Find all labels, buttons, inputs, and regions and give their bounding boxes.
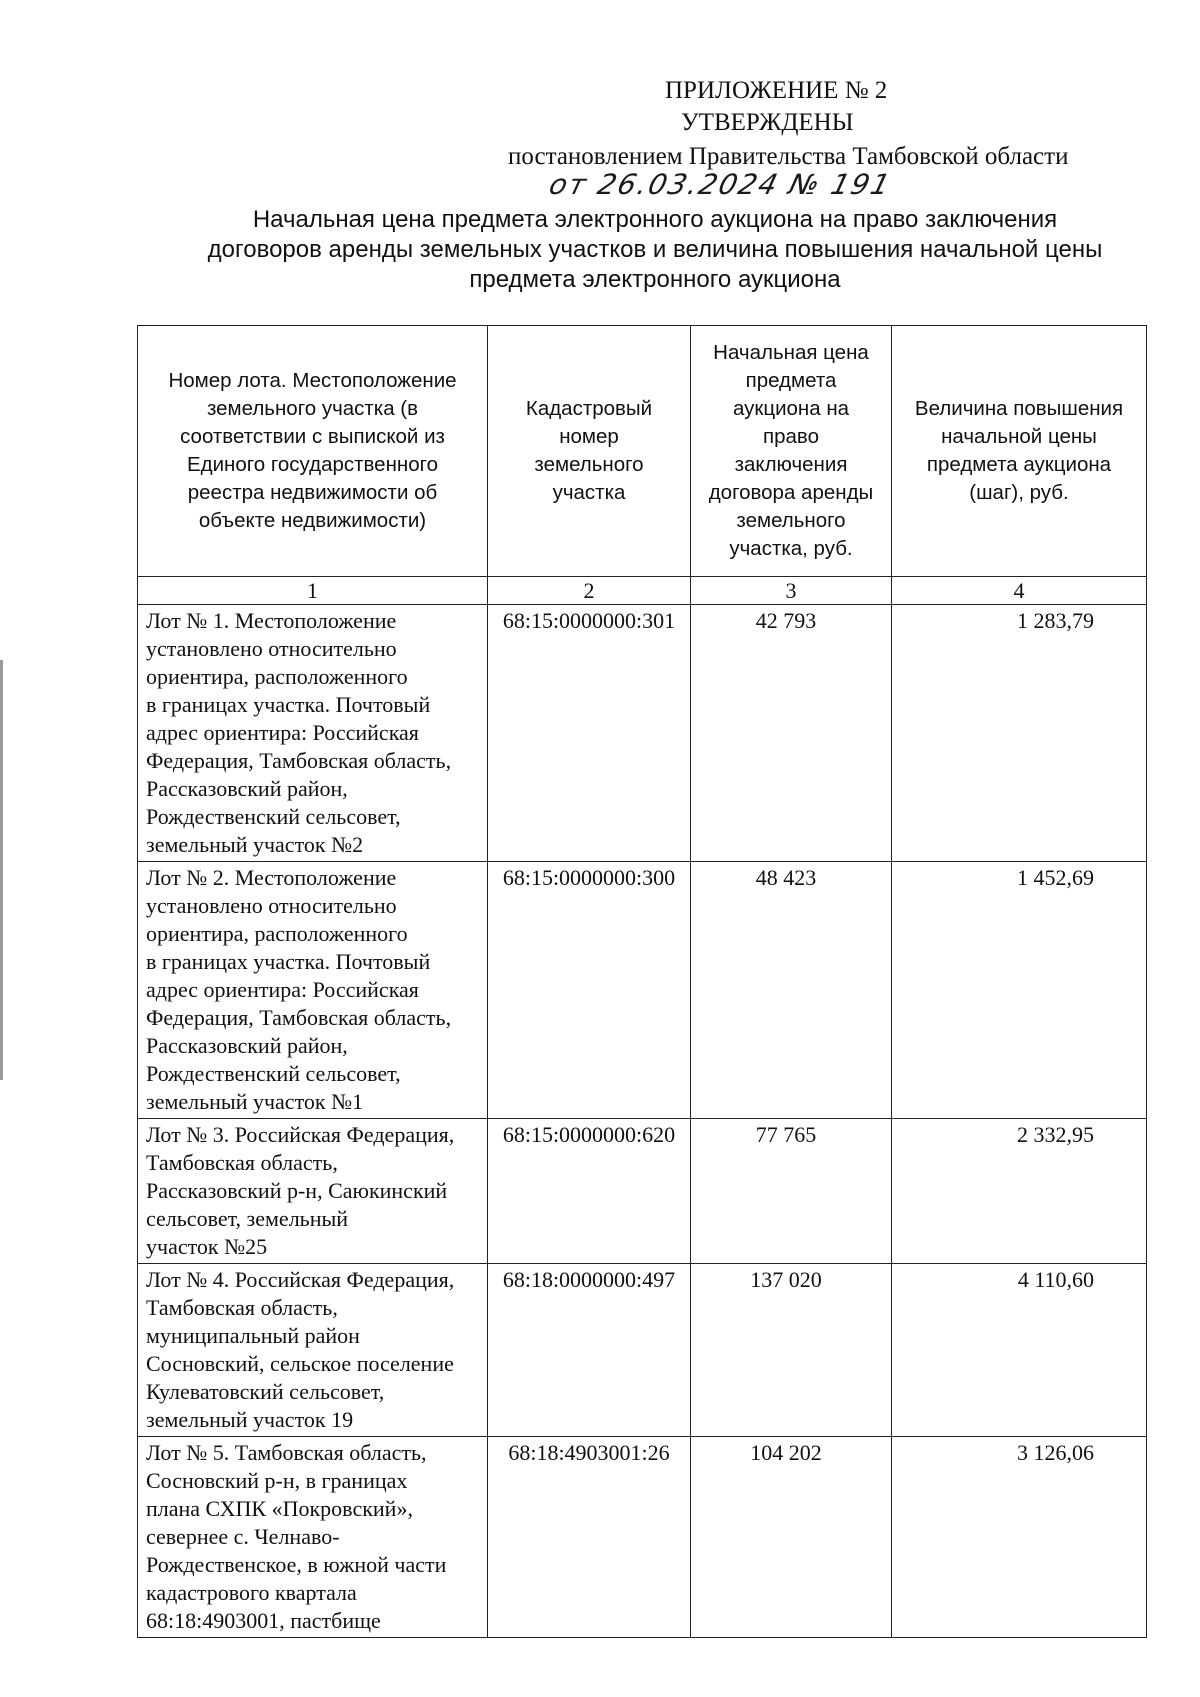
location-line: установлено относительно (146, 636, 397, 661)
location-line: плана СХПК «Покровский», (146, 1496, 413, 1521)
header-step: Величина повышения начальной цены предмета аукциона (шаг), руб. (892, 326, 1147, 577)
location-line: в границах участка. Почтовый (146, 949, 431, 974)
location-line: адрес ориентира: Российская (146, 720, 419, 745)
lot-location (138, 1264, 488, 1437)
price-step: 1 452,69 (892, 862, 1147, 1119)
title-line: договоров аренды земельных участков и величина повышения начальной цены (207, 236, 1103, 263)
lot-location (138, 862, 488, 1119)
location-line: Лот № 1. Местоположение (146, 608, 397, 633)
title-line: предмета электронного аукциона (469, 266, 841, 293)
table-row (138, 862, 1147, 1119)
initial-price: 137 020 (691, 1264, 892, 1437)
location-line: установлено относительно (146, 893, 397, 918)
lot-location (138, 1437, 488, 1638)
location-line: участок №25 (146, 1234, 268, 1259)
location-line: сельсовет, земельный (146, 1206, 349, 1231)
table-body (138, 577, 1147, 1638)
cadastral-number: 68:15:0000000:300 (488, 862, 691, 1119)
approved-heading: УТВЕРЖДЕНЫ (681, 109, 854, 136)
location-line: Рассказовский район, (146, 1033, 348, 1058)
location-line: Лот № 4. Российская Федерация, (146, 1267, 455, 1292)
location-line: 68:18:4903001, пастбище (146, 1608, 381, 1633)
location-line: Сосновский, сельское поселение (146, 1351, 454, 1376)
appendix-heading: ПРИЛОЖЕНИЕ № 2 (665, 77, 888, 104)
location-line: Кулеватовский сельсовет, (146, 1379, 385, 1404)
location-line: кадастрового квартала (146, 1580, 357, 1605)
document-title (165, 205, 1145, 295)
location-line: ориентира, расположенного (146, 921, 408, 946)
location-line: Лот № 2. Местоположение (146, 865, 397, 890)
table-row (138, 1437, 1147, 1638)
column-number: 4 (892, 577, 1147, 605)
location-line: Рассказовский район, (146, 776, 348, 801)
price-step: 1 283,79 (892, 605, 1147, 862)
location-line: Федерация, Тамбовская область, (146, 1005, 452, 1030)
location-line: Рассказовский р-н, Саюкинский (146, 1178, 448, 1203)
location-line: муниципальный район (146, 1323, 360, 1348)
column-number: 3 (691, 577, 892, 605)
location-line: Тамбовская область, (146, 1295, 338, 1320)
initial-price: 42 793 (691, 605, 892, 862)
location-line: Федерация, Тамбовская область, (146, 748, 452, 773)
location-line: земельный участок №2 (146, 832, 364, 857)
title-line: Начальная цена предмета электронного аукциона на право заключения (252, 206, 1058, 233)
scan-edge-mark (0, 660, 3, 1080)
lot-location (138, 1119, 488, 1264)
cadastral-number: 68:18:4903001:26 (488, 1437, 691, 1638)
cadastral-number: 68:15:0000000:301 (488, 605, 691, 862)
lot-location (138, 605, 488, 862)
cadastral-number: 68:15:0000000:620 (488, 1119, 691, 1264)
location-line: ориентира, расположенного (146, 664, 408, 689)
price-step: 3 126,06 (892, 1437, 1147, 1638)
location-line: Тамбовская область, (146, 1150, 338, 1175)
price-step: 4 110,60 (892, 1264, 1147, 1437)
table-row (138, 1119, 1147, 1264)
price-step: 2 332,95 (892, 1119, 1147, 1264)
location-line: Рождественское, в южной части (146, 1552, 447, 1577)
location-line: Рождественский сельсовет, (146, 804, 401, 829)
location-line: Рождественский сельсовет, (146, 1061, 401, 1086)
resolution-line: постановлением Правительства Тамбовской области (508, 143, 1069, 170)
column-number: 1 (138, 577, 488, 605)
location-line: земельный участок №1 (146, 1089, 364, 1114)
column-number-row (138, 577, 1147, 605)
table-header-row (138, 326, 1147, 577)
location-line: Сосновский р-н, в границах (146, 1468, 408, 1493)
location-line: земельный участок 19 (146, 1407, 354, 1432)
auction-lots-table (137, 325, 1147, 1638)
location-line: севернее с. Челнаво- (146, 1524, 340, 1549)
header-location: Номер лота. Местоположение земельного участка (в соответствии с выпиской из Единого государственного реестра недвижимости об объекте недвижимости) (138, 326, 488, 577)
initial-price: 77 765 (691, 1119, 892, 1264)
initial-price: 48 423 (691, 862, 892, 1119)
header-cadastral: Кадастровый номер земельного участка (488, 326, 691, 577)
handwritten-date-number: от 26.03.2024 № 191 (545, 168, 896, 201)
header-price: Начальная цена предмета аукциона на право заключения договора аренды земельного участка, руб. (691, 326, 892, 577)
location-line: Лот № 5. Тамбовская область, (146, 1440, 427, 1465)
location-line: в границах участка. Почтовый (146, 692, 431, 717)
table-row (138, 1264, 1147, 1437)
table-row (138, 605, 1147, 862)
cadastral-number: 68:18:0000000:497 (488, 1264, 691, 1437)
initial-price: 104 202 (691, 1437, 892, 1638)
column-number: 2 (488, 577, 691, 605)
location-line: адрес ориентира: Российская (146, 977, 419, 1002)
location-line: Лот № 3. Российская Федерация, (146, 1122, 455, 1147)
